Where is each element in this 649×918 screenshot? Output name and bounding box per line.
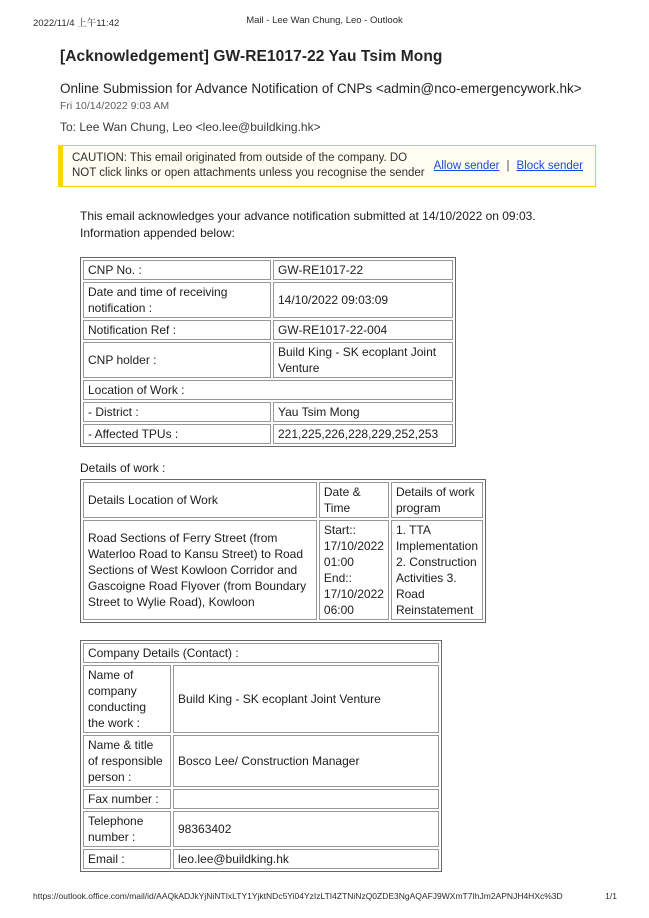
column-header-location: Details Location of Work bbox=[83, 482, 317, 518]
notification-summary-table bbox=[80, 257, 456, 447]
row-label: CNP No. : bbox=[83, 260, 271, 280]
datetime-line: 17/10/2022 bbox=[323, 539, 384, 553]
acknowledgement-line-1: This email acknowledges your advance notification submitted at 14/10/2022 on 09:03. bbox=[80, 209, 536, 223]
table-row bbox=[83, 665, 439, 733]
work-program-cell: 1. TTA Implementation 2. Construction Activities 3. Road Reinstatement bbox=[391, 520, 483, 620]
row-value: 221,225,226,228,229,252,253 bbox=[273, 424, 453, 444]
block-sender-link[interactable]: Block sender bbox=[516, 160, 583, 172]
table-row bbox=[83, 789, 439, 809]
row-value: Yau Tsim Mong bbox=[273, 402, 453, 422]
row-label: Notification Ref : bbox=[83, 320, 271, 340]
row-label: CNP holder : bbox=[83, 342, 271, 378]
datetime-line: 06:00 bbox=[323, 603, 354, 617]
caution-actions bbox=[434, 160, 583, 172]
work-datetime-cell bbox=[319, 520, 389, 620]
column-header-datetime: Date & Time bbox=[319, 482, 389, 518]
row-label: Name of company conducting the work : bbox=[83, 665, 171, 733]
print-window-title: Mail - Lee Wan Chung, Leo - Outlook bbox=[246, 15, 403, 26]
row-label: - Affected TPUs : bbox=[83, 424, 271, 444]
row-label: Fax number : bbox=[83, 789, 171, 809]
table-row bbox=[83, 811, 439, 847]
allow-sender-link[interactable]: Allow sender bbox=[433, 160, 500, 172]
row-label: Telephone number : bbox=[83, 811, 171, 847]
email-sent-date: Fri 10/14/2022 9:03 AM bbox=[60, 100, 170, 112]
company-section-header: Company Details (Contact) : bbox=[83, 643, 439, 663]
print-timestamp: 2022/11/4 上午11:42 bbox=[33, 18, 120, 29]
row-label: - District : bbox=[83, 402, 271, 422]
row-value: Build King - SK ecoplant Joint Venture bbox=[173, 665, 439, 733]
row-value: 98363402 bbox=[173, 811, 439, 847]
datetime-line: 17/10/2022 bbox=[323, 587, 384, 601]
datetime-line: 01:00 bbox=[323, 555, 354, 569]
email-subject: [Acknowledgement] GW-RE1017-22 Yau Tsim Mong bbox=[60, 48, 443, 65]
row-value: leo.lee@buildking.hk bbox=[173, 849, 439, 869]
email-sender: Online Submission for Advance Notification of CNPs <admin@nco-emergencywork.hk> bbox=[60, 81, 582, 96]
row-value: 14/10/2022 09:03:09 bbox=[273, 282, 453, 318]
table-row bbox=[83, 320, 453, 340]
caution-links-divider: | bbox=[506, 160, 510, 172]
datetime-line: End:: bbox=[323, 571, 352, 585]
table-row bbox=[83, 282, 453, 318]
print-page-number: 1/1 bbox=[605, 891, 617, 901]
row-label: Name & title of responsible person : bbox=[83, 735, 171, 787]
acknowledgement-line-2: Information appended below: bbox=[80, 225, 235, 240]
section-row-label: Location of Work : bbox=[83, 380, 453, 400]
table-row bbox=[83, 849, 439, 869]
table-row bbox=[83, 520, 483, 620]
table-row bbox=[83, 260, 453, 280]
details-of-work-label: Details of work : bbox=[80, 461, 166, 475]
email-body bbox=[80, 208, 597, 872]
table-row bbox=[83, 380, 453, 400]
table-row bbox=[83, 735, 439, 787]
column-header-program: Details of work program bbox=[391, 482, 483, 518]
details-of-work-table bbox=[80, 479, 486, 623]
table-row bbox=[83, 402, 453, 422]
email-recipient: To: Lee Wan Chung, Leo <leo.lee@buildking.hk> bbox=[60, 120, 321, 134]
row-value: GW-RE1017-22-004 bbox=[273, 320, 453, 340]
table-header-row bbox=[83, 643, 439, 663]
row-value bbox=[173, 789, 439, 809]
print-source-url: https://outlook.office.com/mail/id/AAQkADJkYjNiNTIxLTY1YjktNDc5Yi04YzIzLTI4ZTNiNzQ0ZDE3NgAQAFJ9WXmT7IhJm2APNJH4HXc%3D bbox=[33, 891, 563, 901]
caution-text: CAUTION: This email originated from outside of the company. DO NOT click links or open attachments unless you recognise the sender bbox=[72, 152, 425, 179]
work-location-cell: Road Sections of Ferry Street (from Waterloo Road to Kansu Street) to Road Sections of West Kowloon Corridor and Gascoigne Road Flyover (from Boundary Street to Wylie Road), Kowloon bbox=[83, 520, 317, 620]
datetime-line: Start:: bbox=[323, 523, 356, 537]
table-row bbox=[83, 424, 453, 444]
print-header bbox=[0, 15, 649, 29]
row-label: Email : bbox=[83, 849, 171, 869]
email-message bbox=[60, 48, 597, 872]
row-value: Bosco Lee/ Construction Manager bbox=[173, 735, 439, 787]
row-value: GW-RE1017-22 bbox=[273, 260, 453, 280]
external-sender-caution-banner bbox=[58, 145, 596, 187]
company-details-table bbox=[80, 640, 442, 872]
table-row bbox=[83, 342, 453, 378]
row-value: Build King - SK ecoplant Joint Venture bbox=[273, 342, 453, 378]
acknowledgement-text bbox=[80, 208, 560, 241]
table-header-row bbox=[83, 482, 483, 518]
row-label: Date and time of receiving notification : bbox=[83, 282, 271, 318]
